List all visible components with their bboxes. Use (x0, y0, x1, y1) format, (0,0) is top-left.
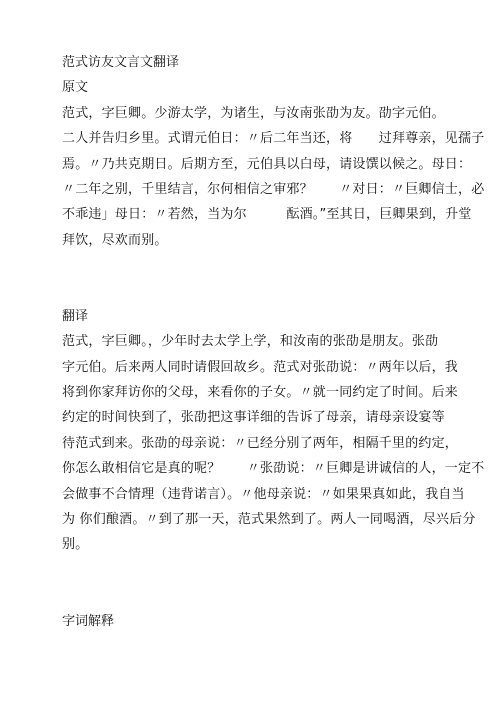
glossary-heading: 字词解释 (62, 613, 115, 629)
blank-line (62, 585, 444, 610)
translation-text (62, 331, 485, 560)
translation-line: 别。 (62, 537, 89, 553)
translation-line: 待范式到来。张劭的母亲说：〃已经分别了两年，相隔千里的约定， (62, 435, 459, 451)
original-line: 焉。〃乃共克期日。后期方至，元伯具以白母，请设馔以候之。母日： (62, 156, 472, 172)
document-title: 范式访友文言文翻译 (62, 55, 180, 70)
translation-line: 约定的时间快到了，张劭把这事详细的告诉了母亲，请母亲设宴等 (62, 410, 445, 426)
translation-line: 字元伯。后来两人同时请假回故乡。范式对张劭说：〃两年以后，我 (62, 359, 459, 375)
translation-line: 将到你家拜访你的父母，来看你的子女。〃就一同约定了时间。后来 (62, 385, 459, 401)
translation-line: 为 你们酿酒。〃到了那一天，范式果然到了。两人一同喝酒，尽兴后分 (62, 512, 476, 528)
blank-line (62, 281, 444, 306)
blank-line (62, 255, 444, 280)
translation-heading: 翻译 (62, 308, 89, 324)
original-line: 二人并告归乡里。式谓元伯日：〃后二年当还，将 过拜尊亲，见孺子 (62, 131, 485, 147)
translation-line: 会做事不合情理（违背诺言）。〃他母亲说：〃如果果真如此，我自当 (62, 486, 465, 502)
original-line: 〃二年之别，千里结言，尔何相信之审邪？ 〃对日：〃巨卿信士，必 (62, 181, 485, 197)
translation-line: 范式，字巨卿。，少年时去太学上学，和汝南的张劭是朋友。张劭 (62, 334, 439, 350)
original-line: 拜饮，尽欢而别。 (62, 232, 168, 248)
original-heading: 原文 (62, 80, 89, 96)
blank-line (62, 560, 444, 585)
translation-line: 你怎么敢相信它是真的呢？ 〃张劭说：〃巨卿是讲诚信的人，一定不 (62, 461, 485, 477)
original-text (62, 103, 485, 255)
original-line: 范式，字巨卿。少游太学，为诸生，与汝南张劭为友。劭字元伯。 (62, 105, 445, 121)
original-line: 不乖违」母日：〃若然，当为尔 酝酒。”至其日，巨卿果到，升堂 (62, 207, 472, 223)
